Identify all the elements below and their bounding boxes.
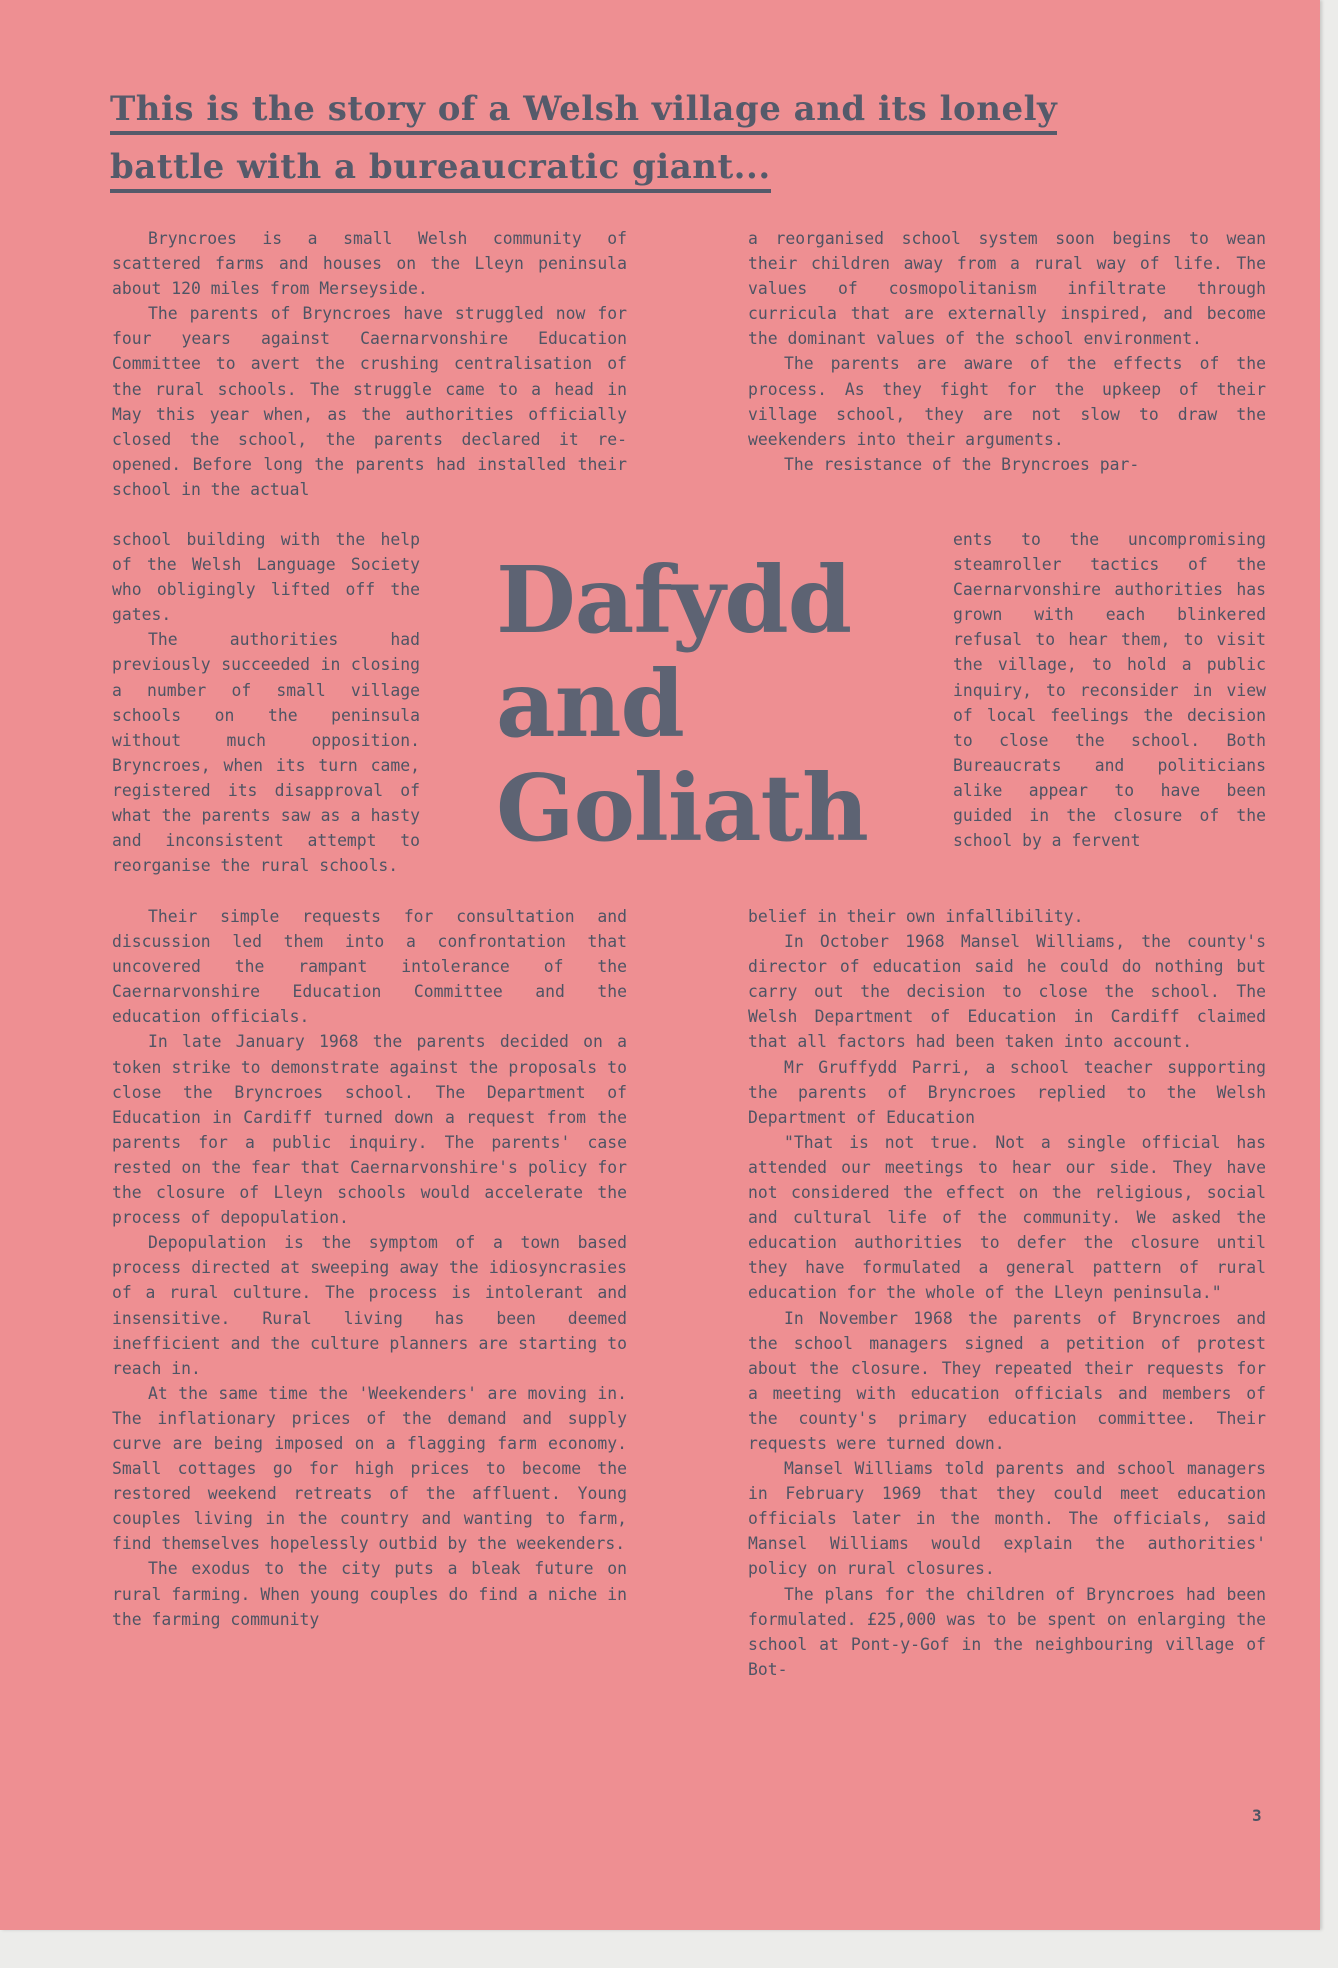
page-number: 3 [1252,1806,1262,1825]
paragraph: The resistance of the Bryncroes par- [784,454,1140,474]
left-column-top [112,226,627,502]
paragraph: Mansel Williams told parents and school managers in February 1969 that they could meet education officials later in the month. The officials, said Mansel Williams would explain the authorities' policy on rural closures. [748,1459,1266,1579]
paragraph: a reorganised school system soon begins to wean their children away from a rural way of life. The values of cosmopolitanism infiltrate through curricula that are externally inspired, and become the dominant values of the school environment. [748,229,1266,349]
paragraph: The parents of Bryncroes have struggled now for four years against Caernarvonshire Education Committee to avert the crushing centralisation of the rural schools. The struggle came to a head in May this year when, as the authorities officially closed the school, the parents declared it re-opened. Before long the parents had installed their school in the actual [112,304,627,499]
left-column-bottom [112,904,627,1632]
right-column-narrow [953,527,1266,853]
paragraph: ents to the uncompromising steamroller tactics of the Caernarvonshire authorities has grown with each blinkered refusal to hear them, to visit the village, to hold a public inquiry, to reconsider in view of local feelings the decision to close the school. Both Bureaucrats and politicians alike appear to have been guided in the closure of the school by a fervent [953,530,1266,851]
paragraph: In October 1968 Mansel Williams, the county's director of education said he could do nothing but carry out the decision to close the school. The Welsh Department of Education in Cardiff claimed that all factors had been taken into account. [748,932,1266,1052]
paragraph: In November 1968 the parents of Bryncroes and the school managers signed a petition of protest about the closure. They repeated their requests for a meeting with education officials and members of the county's primary education committee. Their requests were turned down. [748,1308,1266,1453]
paragraph: The exodus to the city puts a bleak future on rural farming. When young couples do find a niche in the farming community [112,1559,627,1629]
paragraph: The parents are aware of the effects of the process. As they fight for the upkeep of their village school, they are not slow to draw the weekenders into their arguments. [748,354,1266,449]
headline-line-1: This is the story of a Welsh village and its lonely [110,87,1057,135]
right-column-bottom [748,904,1266,1682]
paragraph: At the same time the 'Weekenders' are moving in. The inflationary prices of the demand and supply curve are being imposed on a flagging farm economy. Small cottages go for high prices to become the restored weekend retreats of the affluent. Young couples living in the country and wanting to farm, find themselves hopelessly outbid by the weekenders. [112,1383,627,1554]
paragraph: Depopulation is the symptom of a town based process directed at sweeping away the idiosyncrasies of a rural culture. The process is intolerant and insensitive. Rural living has been deemed inefficient and the culture planners are starting to reach in. [112,1233,627,1378]
paragraph: Their simple requests for consultation and discussion led them into a confrontation that uncovered the rampant intolerance of the Caernarvonshire Education Committee and the education officials. [112,907,627,1027]
paragraph: "That is not true. Not a single official has attended our meetings to hear our side. They have not considered the effect on the religious, social and cultural life of the community. We asked the education authorities to defer the closure until they have formulated a general pattern of rural education for the whole of the Lleyn peninsula." [748,1132,1266,1303]
paragraph: The plans for the children of Bryncroes had been formulated. £25,000 was to be spent on enlarging the school at Pont-y-Gof in the neighbouring village of Bot- [748,1584,1266,1679]
paragraph: The authorities had previously succeeded in closing a number of small village schools on the peninsula without much opposition. Bryncroes, when its turn came, registered its disapproval of what the parents saw as a hasty and inconsistent attempt to reorganise the rural schools. [112,630,420,876]
right-column-top [748,226,1266,477]
headline-line-2: battle with a bureaucratic giant... [110,145,771,193]
paragraph: school building with the help of the Welsh Language Society who obligingly lifted off the gates. [112,530,420,625]
paragraph: Bryncroes is a small Welsh community of scattered farms and houses on the Lleyn peninsula about 120 miles from Merseyside. [112,229,627,299]
title-line-2: and [496,650,684,758]
title-line-3: Goliath [496,754,868,862]
left-column-narrow [112,527,420,878]
paragraph: In late January 1968 the parents decided on a token strike to demonstrate against the proposals to close the Bryncroes school. The Department of Education in Cardiff turned down a request from the parents for a public inquiry. The parents' case rested on the fear that Caernarvonshire's policy for the closure of Lleyn schools would accelerate the process of depopulation. [112,1032,627,1228]
paragraph: belief in their own infallibility. [748,907,1084,926]
headline [110,80,1260,196]
title-line-1: Dafydd [496,546,852,654]
article-title [496,548,916,860]
paragraph: Mr Gruffydd Parri, a school teacher supporting the parents of Bryncroes replied to the Welsh Department of Education [748,1057,1266,1127]
